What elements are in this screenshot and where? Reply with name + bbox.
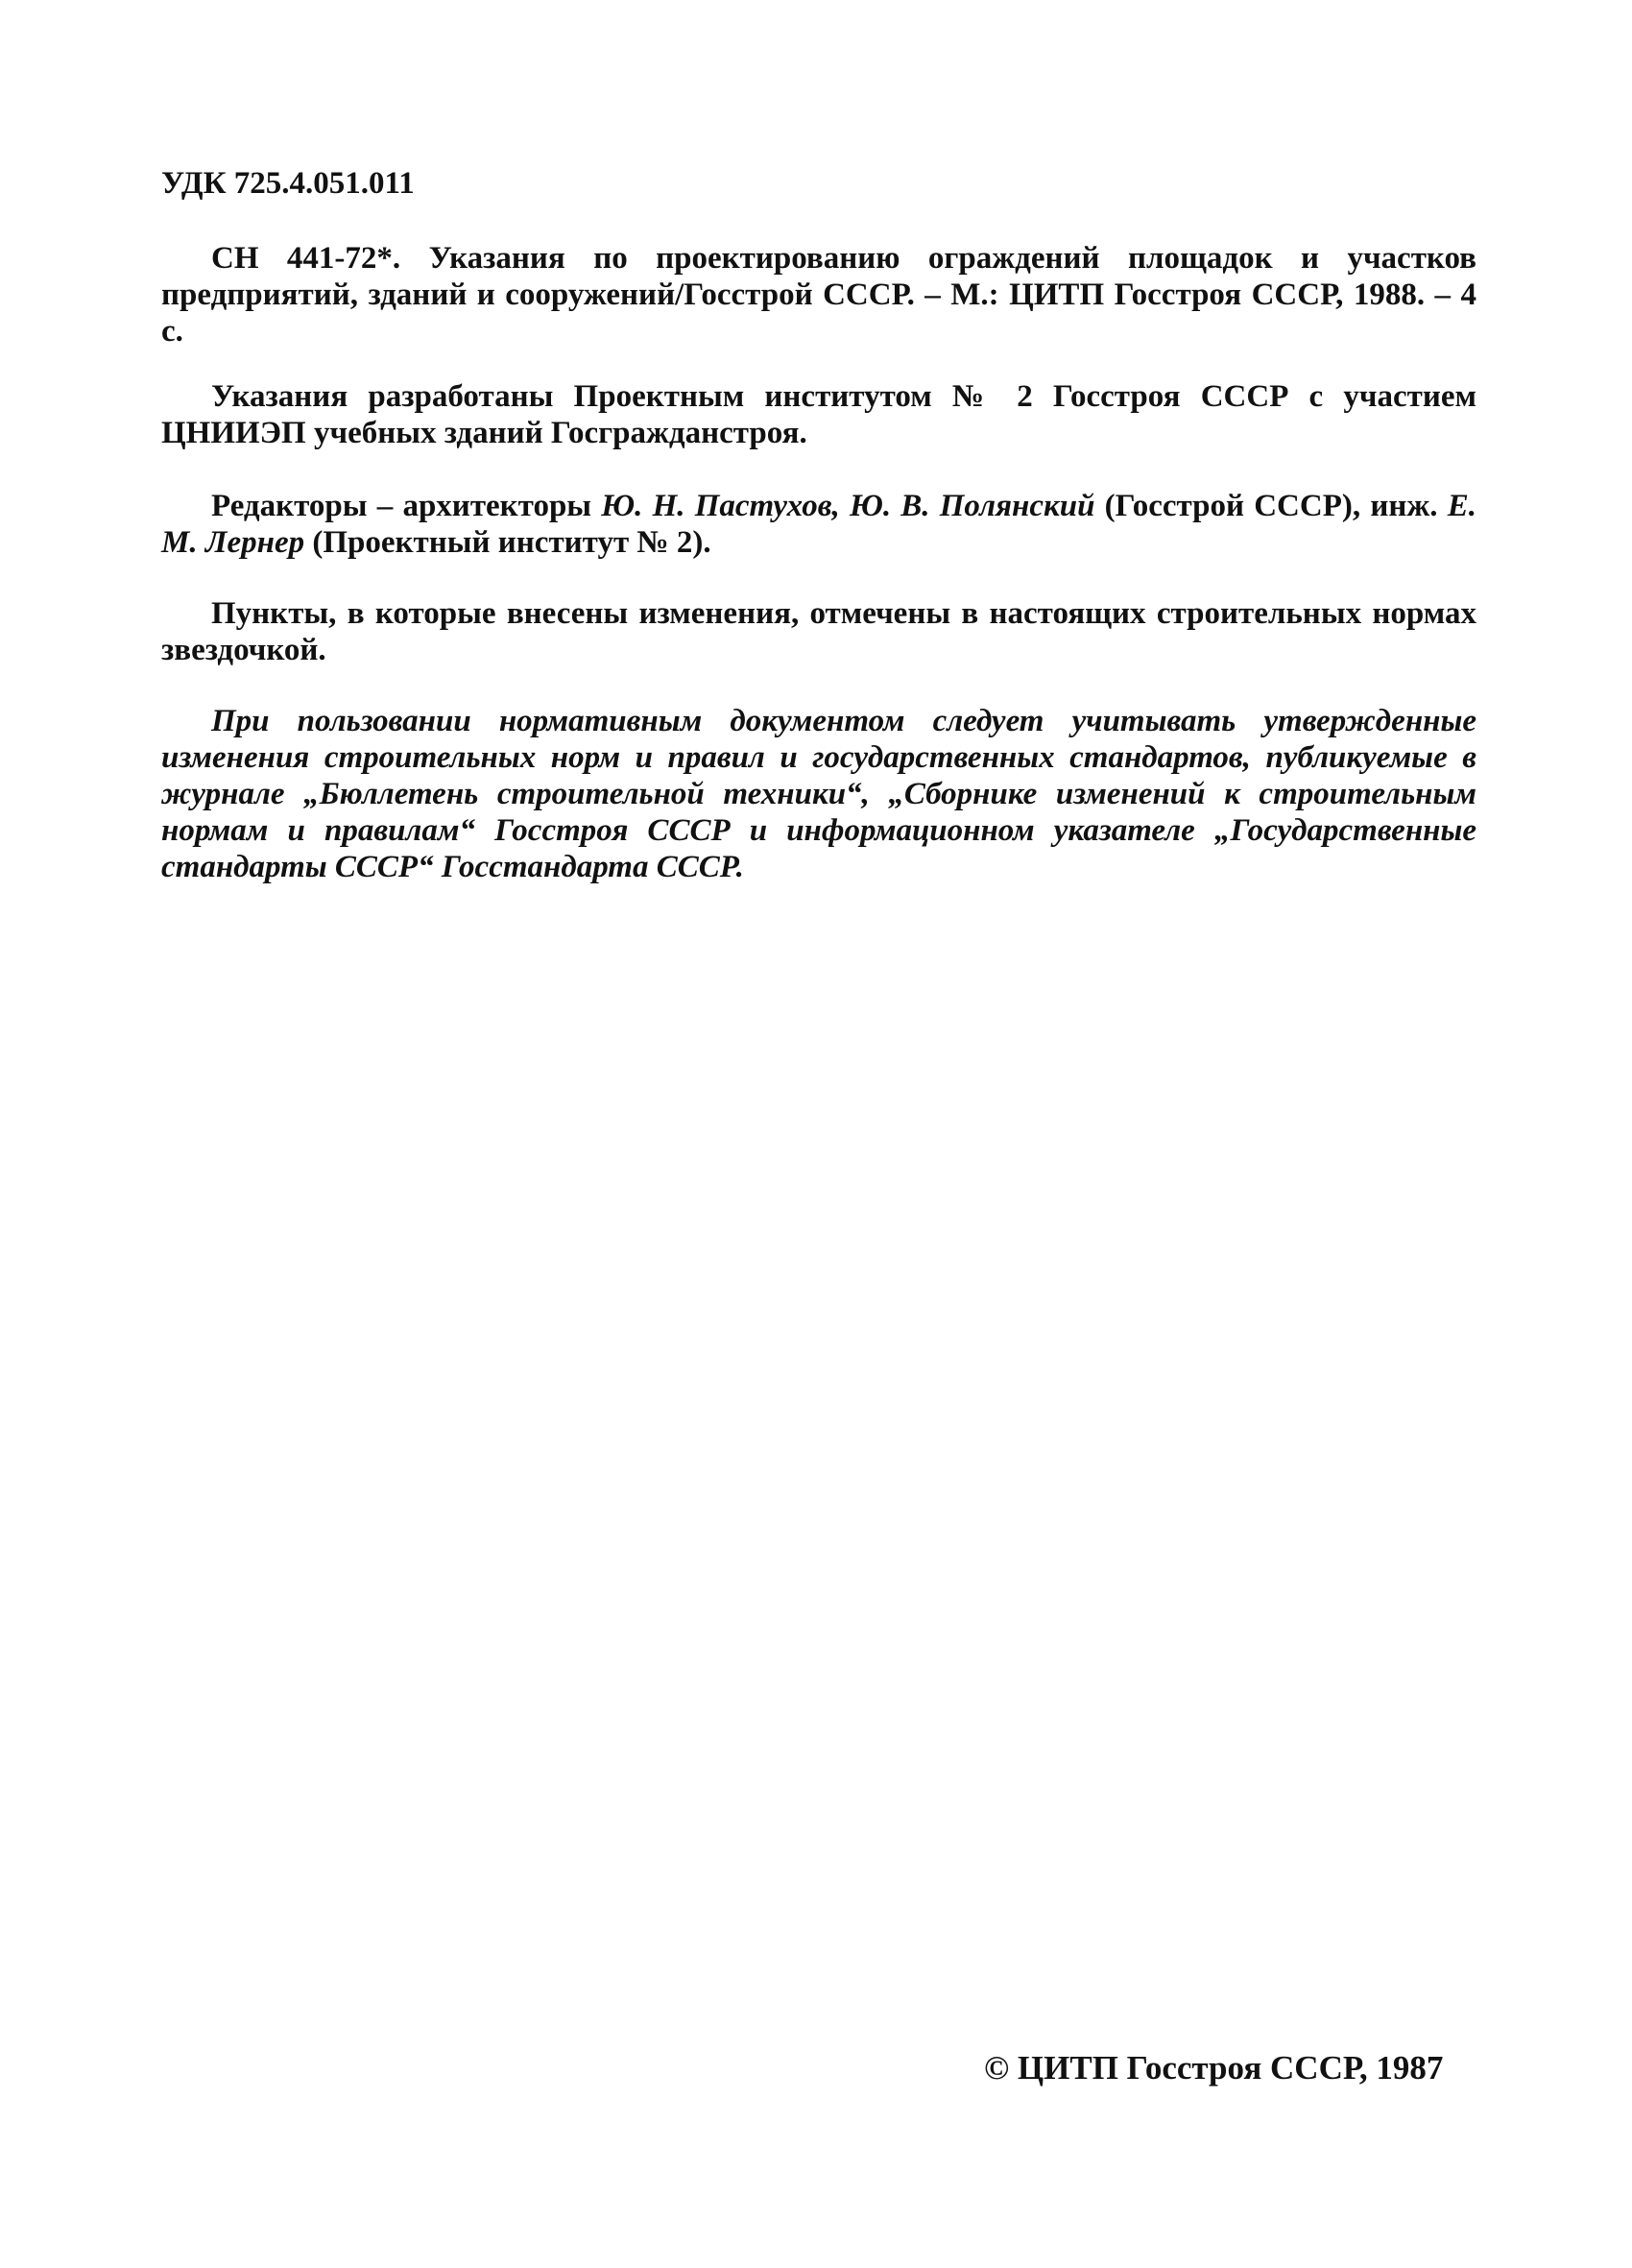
editors-names-2: Е. М. Лернер — [161, 489, 1477, 560]
editors-names-1: Ю. Н. Пастухов, Ю. В. Полянский — [601, 489, 1095, 523]
editors-org-2: (Проектный институт № 2). — [312, 525, 711, 560]
editors-paragraph — [161, 488, 1476, 561]
usage-note: При пользовании нормативным документом следует учитывать утвержденные изменения строительных норм и правил и государственных стандартов, публикуемые в журнале „Бюллетень строительной техники“, „Сборнике изменений к строительным нормам и правилам“ Госстроя СССР и информационном указателе „Государственные стандарты СССР“ Госстандарта СССР. — [161, 704, 1476, 884]
editors-prefix-2: инж. — [1370, 489, 1438, 523]
editors-lead: Редакторы – архитекторы — [211, 489, 592, 523]
editors-org-1: (Госстрой СССР), — [1104, 489, 1361, 523]
amendments-note: Пункты, в которые внесены изменения, отмечены в настоящих строительных нормах звездочкой. — [161, 596, 1476, 667]
copyright-line: © ЦИТП Госстроя СССР, 1987 — [984, 2049, 1444, 2087]
developers-paragraph: Указания разработаны Проектным институтом № 2 Госстроя СССР с участием ЦНИИЭП учебных зданий Госгражданстроя. — [161, 379, 1476, 450]
udk-code: УДК 725.4.051.011 — [161, 166, 415, 201]
bibliographic-citation: СН 441-72*. Указания по проектированию ограждений площадок и участков предприятий, зданий и сооружений/Госстрой СССР. – М.: ЦИТП Госстроя СССР, 1988. – 4 с. — [161, 241, 1476, 349]
